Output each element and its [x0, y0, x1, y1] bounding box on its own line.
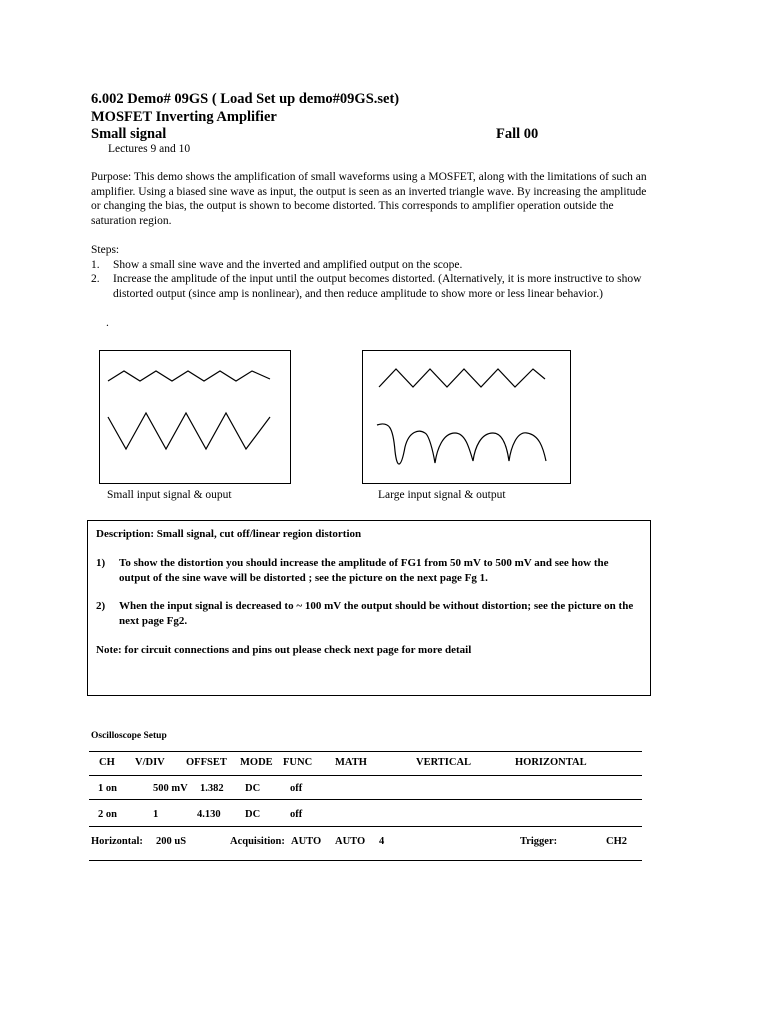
- horizontal-label: Horizontal:: [91, 836, 143, 847]
- small-signal-caption: Small input signal & ouput: [107, 489, 232, 501]
- acquisition-count: 4: [379, 836, 385, 847]
- acquisition-value: AUTO: [291, 836, 322, 847]
- row-1-mode: DC: [245, 783, 261, 794]
- large-output-wave: [377, 424, 546, 464]
- steps-heading: Steps:: [91, 244, 120, 256]
- doc-title: 6.002 Demo# 09GS ( Load Set up demo#09GS.set): [91, 91, 400, 107]
- doc-topic: Small signal: [91, 126, 167, 142]
- col-math: MATH: [335, 757, 367, 768]
- doc-term: Fall 00: [496, 126, 539, 142]
- step-2-text: Increase the amplitude of the input until the output becomes distorted. (Alternatively, it is more instructive to show distorted output (since amp is nonlinear), and then reduce amplitude to show more or less linear behavior.): [113, 273, 642, 300]
- horizontal-value: 200 uS: [156, 836, 187, 847]
- acquisition-label: Acquisition:: [230, 836, 285, 847]
- col-func: FUNC: [283, 757, 313, 768]
- step-2-number: 2.: [91, 273, 100, 285]
- col-vertical: VERTICAL: [416, 757, 472, 768]
- table-rule-row-1: [89, 799, 642, 800]
- row-1-offset: 1.382: [200, 783, 224, 794]
- description-item-1-number: 1): [96, 557, 106, 569]
- small-input-wave: [108, 371, 270, 381]
- description-item-1-text: To show the distortion you should increase the amplitude of FG1 from 50 mV to 500 mV and see how the output of the sine wave will be distorted ; see the picture on the next page Fg 1.: [119, 557, 609, 584]
- trailing-dot: .: [106, 317, 109, 329]
- acquisition-mode: AUTO: [335, 836, 366, 847]
- description-box: [87, 520, 651, 696]
- row-1-vdiv: 500 mV: [153, 783, 188, 794]
- description-note: Note: for circuit connections and pins out please check next page for more detail: [96, 644, 472, 656]
- table-rule-header: [89, 775, 642, 776]
- large-input-wave: [379, 369, 545, 387]
- col-horizontal: HORIZONTAL: [515, 757, 587, 768]
- col-ch: CH: [99, 757, 115, 768]
- col-vdiv: V/DIV: [135, 757, 165, 768]
- row-2-vdiv: 1: [153, 809, 159, 820]
- description-item-2-number: 2): [96, 600, 106, 612]
- trigger-value: CH2: [606, 836, 627, 847]
- small-output-wave: [108, 413, 270, 449]
- row-1-func: off: [290, 783, 303, 794]
- lectures-note: Lectures 9 and 10: [108, 143, 191, 155]
- row-2-ch: 2 on: [98, 809, 117, 820]
- purpose-paragraph: Purpose: This demo shows the amplification of small waveforms using a MOSFET, along with the limitations of such an amplifier. Using a biased sine wave as input, the output is seen as an inverted triangle wave. By increasing the amplitude or changing the bias, the output is shown to become distorted. This corresponds to amplifier operation outside the saturation region.: [91, 171, 647, 227]
- large-signal-figure: [362, 350, 571, 484]
- row-2-offset: 4.130: [197, 809, 221, 820]
- row-1-ch: 1 on: [98, 783, 117, 794]
- col-offset: OFFSET: [186, 757, 227, 768]
- table-rule-bottom: [89, 860, 642, 861]
- trigger-label: Trigger:: [520, 836, 558, 847]
- oscilloscope-title: Oscilloscope Setup: [91, 731, 167, 741]
- step-1-number: 1.: [91, 259, 100, 271]
- large-signal-caption: Large input signal & output: [378, 489, 506, 501]
- col-mode: MODE: [240, 757, 273, 768]
- description-title: Description: Small signal, cut off/linear region distortion: [96, 528, 362, 540]
- row-2-func: off: [290, 809, 303, 820]
- row-2-mode: DC: [245, 809, 261, 820]
- table-rule-row-2: [89, 826, 642, 827]
- small-signal-figure: [99, 350, 291, 484]
- step-1-text: Show a small sine wave and the inverted and amplified output on the scope.: [113, 259, 463, 271]
- doc-subtitle: MOSFET Inverting Amplifier: [91, 109, 277, 125]
- description-item-2-text: When the input signal is decreased to ~ 100 mV the output should be without distortion; see the picture on the next page Fg2.: [119, 600, 634, 627]
- table-rule-top: [89, 751, 642, 752]
